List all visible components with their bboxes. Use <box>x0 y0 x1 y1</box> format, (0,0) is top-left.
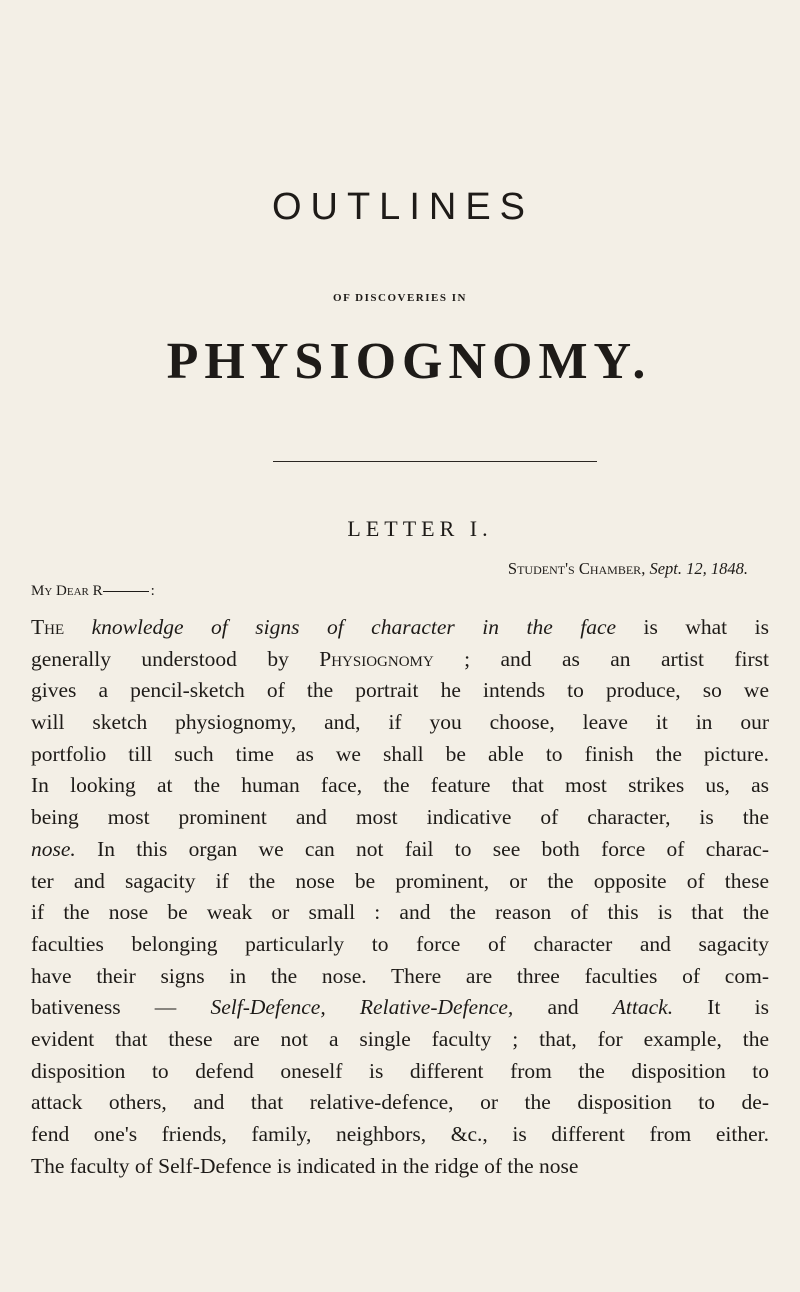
body-line <box>31 644 769 676</box>
body-line <box>31 707 769 739</box>
body-line <box>31 897 769 929</box>
body-text-segment: generally understood by <box>31 646 320 671</box>
body-text-segment: bativeness — <box>31 995 211 1020</box>
body-text-segment: The faculty of Self-Defence is indicated in the ridge of the nose <box>31 1153 579 1178</box>
body-text-segment: evident that these are not a single faculty ; that, for example, the <box>31 1026 769 1051</box>
body-text-segment: attack others, and that relative-defence, or the disposition to de- <box>31 1090 769 1115</box>
body-text-segment: In looking at the human face, the feature that most strikes us, as <box>31 773 769 798</box>
body-line <box>31 739 769 771</box>
body-text-segment: Relative-Defence, <box>359 995 514 1020</box>
salutation <box>31 584 155 599</box>
body-text-segment: knowledge of signs of character in the face <box>91 615 617 639</box>
body-line <box>31 929 769 961</box>
body-line <box>31 1056 769 1088</box>
body-text-segment: Attack. <box>612 995 674 1020</box>
body-text-segment: if the nose be weak or small : and the reason of this is that the <box>31 900 769 925</box>
body-line <box>31 770 769 802</box>
heading-outlines: OUTLINES <box>271 186 535 228</box>
dateline <box>508 561 748 578</box>
salutation-blank <box>103 591 149 592</box>
body-text-segment: The <box>31 615 92 639</box>
body-text-segment: Physiognomy <box>319 646 434 671</box>
body-line <box>31 1087 769 1119</box>
body-text-segment: In this organ we can not fail to see both force of charac- <box>75 836 769 861</box>
body-line <box>31 612 769 644</box>
body-text-segment: ter and sagacity if the nose be prominent, or the opposite of these <box>31 868 769 893</box>
body-text-segment: will sketch physiognomy, and, if you choose, leave it in our <box>31 710 769 735</box>
body-text-segment: fend one's friends, family, neighbors, &c., is different from either. <box>31 1122 769 1146</box>
body-line <box>31 1151 769 1183</box>
salutation-text: My Dear R <box>31 583 103 599</box>
body-line <box>31 1024 769 1056</box>
divider-rule <box>273 461 597 462</box>
body-text-segment <box>326 995 360 1019</box>
body-text-segment: gives a pencil-sketch of the portrait he intends to produce, so we <box>31 678 769 703</box>
body-line <box>31 866 769 898</box>
body-text-segment: disposition to defend oneself is different from the disposition to <box>31 1058 769 1083</box>
body-line <box>31 992 769 1024</box>
letter-body <box>31 612 769 1182</box>
body-line <box>31 675 769 707</box>
letter-heading: LETTER I. <box>347 516 493 541</box>
body-line <box>31 834 769 866</box>
body-line <box>31 961 769 993</box>
salutation-end: : <box>150 583 155 599</box>
heading-of-discoveries: OF DISCOVERIES IN <box>333 292 467 304</box>
body-text-segment: ; and as an artist first <box>433 646 769 671</box>
body-text-segment: faculties belonging particularly to force of character and sagacity <box>31 931 769 956</box>
body-text-segment: It is <box>673 995 770 1020</box>
body-line <box>31 802 769 834</box>
dateline-place: Student's Chamber, <box>507 559 646 578</box>
body-text-segment: and <box>513 995 613 1020</box>
body-text-segment: portfolio till such time as we shall be able to finish the picture. <box>31 741 769 766</box>
body-text-segment: being most prominent and most indicative of character, is the <box>31 805 769 830</box>
dateline-date: Sept. 12, 1848. <box>649 559 748 578</box>
body-text-segment: have their signs in the nose. There are three faculties of com- <box>31 963 769 988</box>
body-line <box>31 1119 769 1151</box>
heading-physiognomy: PHYSIOGNOMY. <box>166 333 652 390</box>
body-text-segment: is what is <box>616 615 769 639</box>
body-text-segment: Self-Defence, <box>210 995 326 1020</box>
body-text-segment: nose. <box>31 836 76 861</box>
